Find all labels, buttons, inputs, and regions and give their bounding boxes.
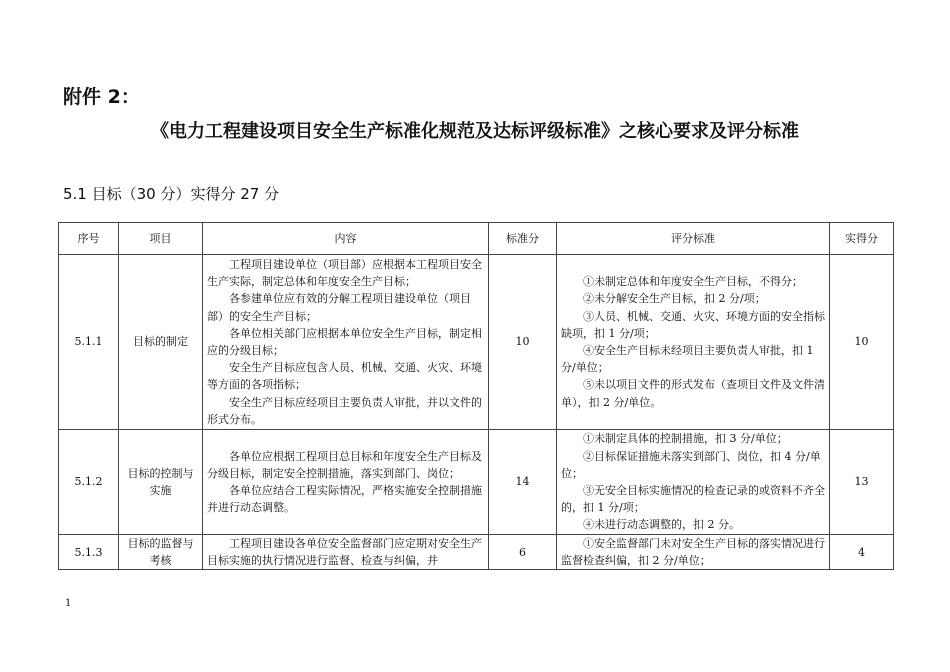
content-line: 各单位相关部门应根据本单位安全生产目标，制定相应的分级目标；: [207, 326, 482, 357]
table-row: [59, 430, 894, 535]
row-no: 5.1.1: [59, 255, 119, 430]
document-title: 《电力工程建设项目安全生产标准化规范及达标评级标准》之核心要求及评分标准: [151, 121, 799, 142]
row-item: 目标的监督与考核: [119, 535, 203, 570]
row-no: 5.1.2: [59, 430, 119, 535]
page-number: 1: [65, 598, 72, 609]
table-row: [59, 535, 894, 570]
section-title: 5.1 目标（30 分）实得分 27 分: [63, 185, 280, 203]
row-actual: 10: [830, 255, 894, 430]
content-line: 各单位应根据工程项目总目标和年度安全生产目标及分级目标，制定安全控制措施，落实到部门、岗位；: [207, 449, 482, 480]
content-line: 工程项目建设各单位安全监督部门应定期对安全生产目标实施的执行情况进行监督、检查与纠偏，并: [207, 537, 482, 568]
header-no: 序号: [59, 223, 119, 255]
criteria-line: ②未分解安全生产目标，扣 2 分/项；: [583, 292, 766, 306]
criteria-line: ③人员、机械、交通、火灾、环境方面的安全指标缺项，扣 1 分/项；: [561, 309, 825, 340]
criteria-line: ①未制定具体的控制措施，扣 3 分/单位；: [583, 432, 788, 446]
row-no: 5.1.3: [59, 535, 119, 570]
criteria-line: ④安全生产目标未经项目主要负责人审批，扣 1 分/单位；: [561, 344, 814, 375]
criteria-line: ①安全监督部门未对安全生产目标的落实情况进行监督检查纠偏，扣 2 分/单位；: [561, 537, 825, 568]
header-content: 内容: [203, 223, 489, 255]
row-standard: 14: [489, 430, 557, 535]
header-standard: 标准分: [489, 223, 557, 255]
header-actual: 实得分: [830, 223, 894, 255]
content-line: 工程项目建设单位（项目部）应根据本工程项目安全生产实际，制定总体和年度安全生产目标；: [207, 257, 482, 289]
content-line: 各单位应结合工程实际情况，严格实施安全控制措施并进行动态调整。: [207, 484, 482, 515]
criteria-line: ⑤未以项目文件的形式发布（查项目文件及文件清单），扣 2 分/单位。: [561, 378, 825, 409]
table-header-row: [59, 223, 894, 255]
row-actual: 4: [830, 535, 894, 570]
content-line: 安全生产目标应经项目主要负责人审批，并以文件的形式分布。: [207, 395, 482, 426]
criteria-line: ①未制定总体和年度安全生产目标，不得分；: [583, 275, 803, 289]
row-content: [203, 430, 489, 535]
row-criteria: [557, 430, 830, 535]
attachment-label: 附件 2：: [63, 86, 140, 108]
row-criteria: [557, 535, 830, 570]
row-item: 目标的制定: [119, 255, 203, 430]
scoring-table: [58, 222, 894, 570]
criteria-line: ③无安全目标实施情况的检查记录的或资料不齐全的，扣 1 分/项；: [561, 484, 825, 515]
content-line: 安全生产目标应包含人员、机械、交通、火灾、环境等方面的各项指标；: [207, 361, 482, 392]
row-criteria: [557, 255, 830, 430]
header-criteria: 评分标准: [557, 223, 830, 255]
content-line: 各参建单位应有效的分解工程项目建设单位（项目部）的安全生产目标；: [207, 292, 471, 323]
row-content: [203, 535, 489, 570]
row-standard: 10: [489, 255, 557, 430]
header-item: 项目: [119, 223, 203, 255]
row-content: [203, 255, 489, 430]
row-actual: 13: [830, 430, 894, 535]
table-row: [59, 255, 894, 430]
row-standard: 6: [489, 535, 557, 570]
row-item: 目标的控制与实施: [119, 430, 203, 535]
criteria-line: ④未进行动态调整的，扣 2 分。: [583, 518, 740, 532]
criteria-line: ②目标保证措施未落实到部门、岗位，扣 4 分/单位；: [561, 449, 821, 480]
